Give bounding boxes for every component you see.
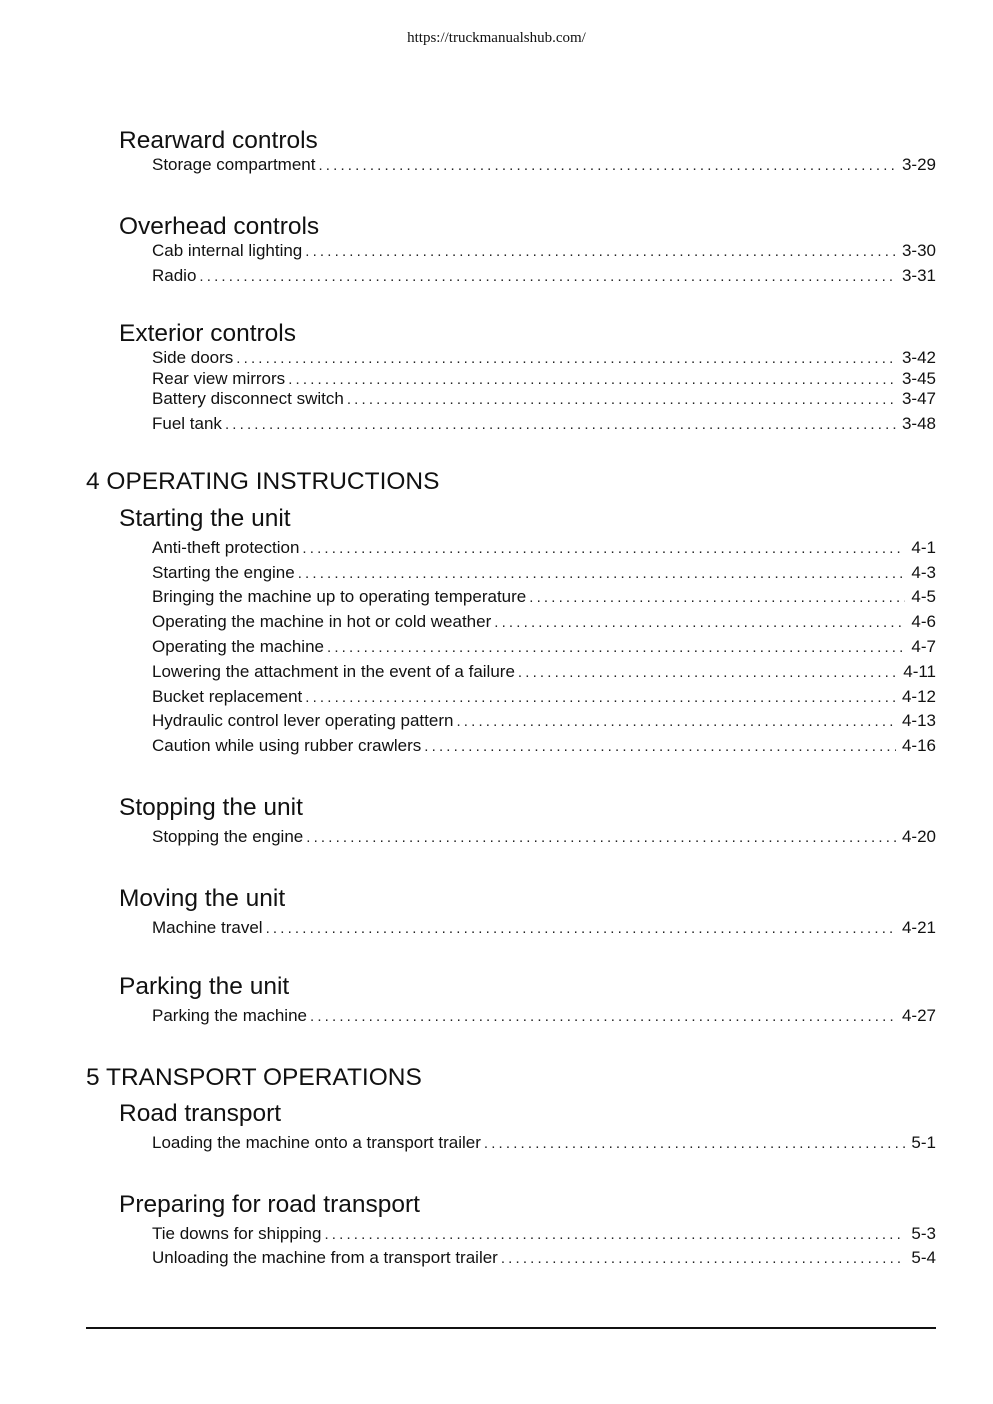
- toc-entry-title: Bucket replacement: [152, 687, 303, 706]
- toc-entry-parking-the-machine[interactable]: [152, 1006, 936, 1027]
- section-title-road-transport: Road transport: [119, 1100, 282, 1127]
- footer-rule: [86, 1327, 936, 1329]
- toc-entry-starting-the-engine[interactable]: [152, 563, 936, 584]
- toc-entry-title: Operating the machine: [152, 637, 324, 656]
- dot-leader: [225, 415, 896, 435]
- toc-entry-title: Unloading the machine from a transport trailer: [152, 1248, 498, 1267]
- dot-leader: [298, 564, 906, 584]
- toc-entry-radio[interactable]: [152, 266, 936, 287]
- toc-entry-title: Caution while using rubber crawlers: [152, 736, 422, 755]
- dot-leader: [306, 828, 896, 848]
- dot-leader: [310, 1007, 896, 1027]
- toc-entry-page: 3-47: [901, 389, 936, 408]
- toc-entry-page: 4-21: [901, 918, 936, 937]
- dot-leader: [199, 267, 896, 287]
- toc-entry-page: 3-30: [901, 241, 936, 260]
- toc-entry-title: Rear view mirrors: [152, 369, 286, 388]
- toc-entry-page: 4-27: [901, 1006, 936, 1025]
- toc-entry-title: Operating the machine in hot or cold weather: [152, 612, 492, 631]
- toc-entry-title: Loading the machine onto a transport trailer: [152, 1133, 481, 1152]
- dot-leader: [324, 1225, 905, 1245]
- toc-entry-operating-the-machine[interactable]: [152, 637, 936, 658]
- toc-entry-page: 4-3: [911, 563, 936, 582]
- toc-entry-title: Machine travel: [152, 918, 263, 937]
- toc-entry-cab-internal-lighting[interactable]: [152, 241, 936, 262]
- toc-entry-page: 5-4: [911, 1248, 936, 1267]
- toc-entry-hot-or-cold-weather[interactable]: [152, 612, 936, 633]
- toc-entry-title: Tie downs for shipping: [152, 1224, 322, 1243]
- toc-entry-page: 4-1: [911, 538, 936, 557]
- toc-entry-page: 4-12: [901, 687, 936, 706]
- toc-entry-title: Lowering the attachment in the event of a failure: [152, 662, 515, 681]
- toc-entry-operating-temperature[interactable]: [152, 587, 936, 608]
- toc-entry-title: Parking the machine: [152, 1006, 307, 1025]
- toc-entry-page: 4-5: [911, 587, 936, 606]
- dot-leader: [302, 539, 905, 559]
- section-title-starting-the-unit: Starting the unit: [119, 505, 291, 532]
- toc-entry-page: 4-7: [911, 637, 936, 656]
- dot-leader: [305, 242, 896, 262]
- toc-entry-page: 4-16: [901, 736, 936, 755]
- section-title-overhead-controls: Overhead controls: [119, 213, 320, 240]
- toc-entry-rubber-crawlers[interactable]: [152, 736, 936, 757]
- toc-entry-fuel-tank[interactable]: [152, 414, 936, 435]
- dot-leader: [501, 1249, 906, 1269]
- dot-leader: [494, 613, 905, 633]
- section-title-rearward-controls: Rearward controls: [119, 127, 318, 154]
- toc-entry-page: 4-11: [903, 662, 936, 681]
- toc-entry-title: Battery disconnect switch: [152, 389, 344, 408]
- toc-entry-bucket-replacement[interactable]: [152, 687, 936, 708]
- toc-entry-title: Starting the engine: [152, 563, 295, 582]
- toc-entry-page: 3-29: [901, 155, 936, 174]
- dot-leader: [529, 588, 905, 608]
- toc-entry-machine-travel[interactable]: [152, 918, 936, 939]
- section-title-exterior-controls: Exterior controls: [119, 320, 297, 347]
- toc-entry-stopping-the-engine[interactable]: [152, 827, 936, 848]
- dot-leader: [518, 663, 897, 683]
- toc-entry-page: 4-13: [901, 711, 936, 730]
- toc-entry-anti-theft-protection[interactable]: [152, 538, 936, 559]
- toc-entry-page: 4-6: [911, 612, 936, 631]
- dot-leader: [424, 737, 896, 757]
- dot-leader: [327, 638, 905, 658]
- toc-entry-title: Stopping the engine: [152, 827, 304, 846]
- toc-entry-title: Hydraulic control lever operating pattern: [152, 711, 454, 730]
- toc-entry-page: 3-45: [901, 369, 936, 388]
- dot-leader: [456, 712, 896, 732]
- dot-leader: [288, 370, 896, 390]
- toc-entry-unloading-from-trailer[interactable]: [152, 1248, 936, 1269]
- dot-leader: [484, 1134, 906, 1154]
- toc-entry-title: Bringing the machine up to operating temperature: [152, 587, 527, 606]
- toc-entry-title: Fuel tank: [152, 414, 222, 433]
- dot-leader: [236, 349, 896, 369]
- toc-entry-title: Side doors: [152, 348, 234, 367]
- toc-entry-title: Cab internal lighting: [152, 241, 303, 260]
- toc-entry-page: 5-3: [911, 1224, 936, 1243]
- dot-leader: [347, 390, 896, 410]
- dot-leader: [318, 156, 896, 176]
- chapter-title-transport-operations: 5 TRANSPORT OPERATIONS: [86, 1064, 422, 1091]
- dot-leader: [305, 688, 896, 708]
- toc-entry-page: 3-42: [901, 348, 936, 367]
- header-url: https://truckmanualshub.com/: [407, 30, 586, 46]
- toc-entry-loading-onto-trailer[interactable]: [152, 1133, 936, 1154]
- toc-entry-lowering-the-attachment[interactable]: [152, 662, 936, 683]
- toc-entry-page: 5-1: [911, 1133, 936, 1152]
- section-title-moving-the-unit: Moving the unit: [119, 885, 286, 912]
- toc-entry-title: Storage compartment: [152, 155, 316, 174]
- section-title-preparing-for-road-transport: Preparing for road transport: [119, 1191, 420, 1218]
- section-title-stopping-the-unit: Stopping the unit: [119, 794, 303, 821]
- toc-entry-tie-downs[interactable]: [152, 1224, 936, 1245]
- toc-entry-page: 3-48: [901, 414, 936, 433]
- toc-entry-page: 3-31: [901, 266, 936, 285]
- toc-entry-storage-compartment[interactable]: [152, 155, 936, 176]
- toc-entry-page: 4-20: [901, 827, 936, 846]
- toc-entry-hydraulic-control-lever[interactable]: [152, 711, 936, 732]
- toc-entry-title: Radio: [152, 266, 197, 285]
- toc-entry-battery-disconnect-switch[interactable]: [152, 389, 936, 410]
- dot-leader: [266, 919, 896, 939]
- section-title-parking-the-unit: Parking the unit: [119, 973, 290, 1000]
- chapter-title-operating-instructions: 4 OPERATING INSTRUCTIONS: [86, 468, 440, 495]
- toc-entry-side-doors[interactable]: [152, 348, 936, 369]
- toc-entry-title: Anti-theft protection: [152, 538, 300, 557]
- toc-entry-rear-view-mirrors[interactable]: [152, 369, 936, 390]
